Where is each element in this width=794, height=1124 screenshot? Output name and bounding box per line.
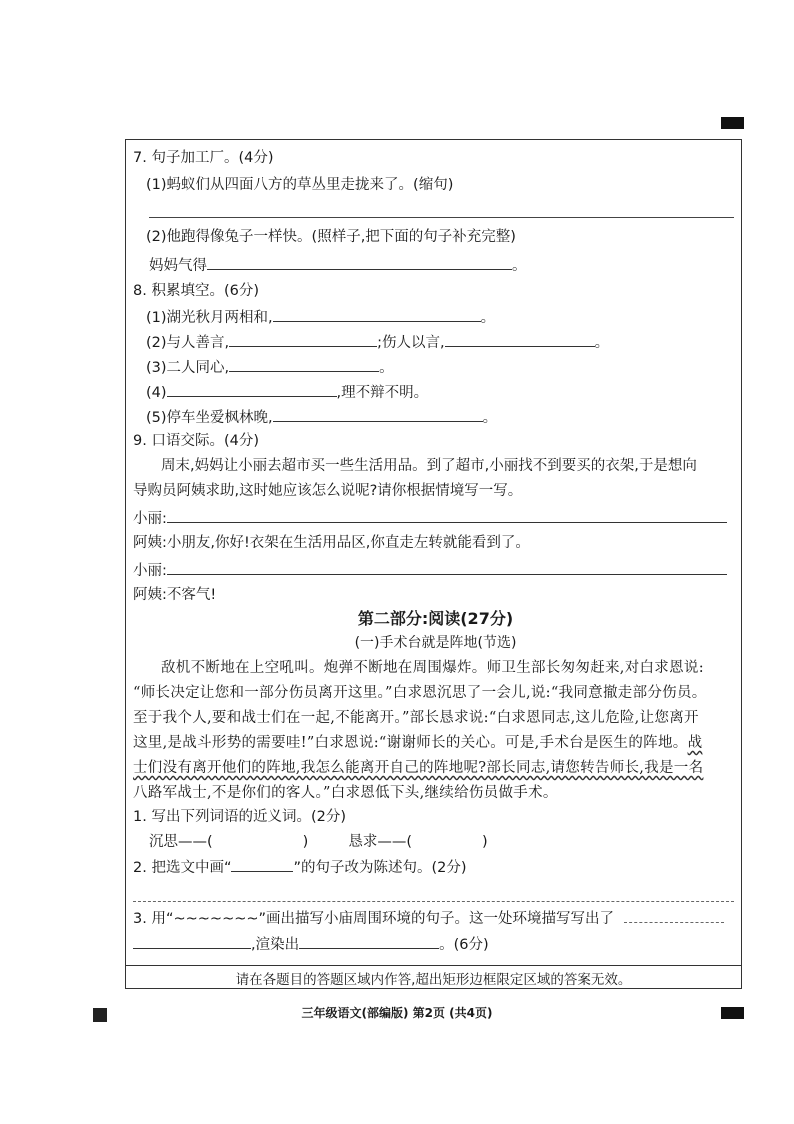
q9-dialogue-3: 小丽: [133, 559, 727, 581]
answer-blank[interactable] [207, 254, 512, 270]
q7-title: 7. 句子加工厂。(4分) [133, 150, 274, 166]
answer-blank[interactable] [229, 356, 379, 372]
answer-blank[interactable] [229, 331, 377, 347]
answer-line[interactable] [149, 217, 734, 218]
answer-blank[interactable] [167, 381, 337, 397]
separator [125, 965, 742, 966]
passage-line: 至于我个人,要和战士们在一起,不能离开。”部长恳求说:“白求恩同志,这儿危险,让您离开 [133, 710, 699, 726]
q9-scenario-line-1: 周末,妈妈让小丽去超市买一些生活用品。到了超市,小丽找不到要买的衣架,于是想向 [161, 458, 697, 474]
q8-item-1: (1)湖光秋月两相和, 。 [146, 306, 495, 328]
answer-blank[interactable] [133, 933, 251, 949]
answer-blank[interactable] [273, 306, 481, 322]
q7-item-2: (2)他跑得像兔子一样快。(照样子,把下面的句子补充完整) [146, 229, 516, 245]
answer-blank[interactable] [299, 933, 439, 949]
q8-item-3: (3)二人同心, 。 [146, 356, 394, 378]
wavy-underlined-text: 战 [687, 735, 703, 751]
answer-blank[interactable] [273, 406, 483, 422]
answer-blank[interactable] [167, 507, 727, 523]
r3-continuation: ,渲染出 。(6分) [133, 933, 489, 955]
r1-words: 沉思——( ) 恳求——( ) [149, 834, 488, 850]
r1-title: 1. 写出下列词语的近义词。(2分) [133, 809, 346, 825]
passage-line: 八路军战士,不是你们的客人。”白求恩低下头,继续给伤员做手术。 [133, 785, 558, 801]
q7-item-1: (1)蚂蚁们从四面八方的草丛里走拢来了。(缩句) [146, 177, 454, 193]
q7-item-2-fill: 妈妈气得 。 [149, 254, 527, 276]
q8-item-5: (5)停车坐爱枫林晚, 。 [146, 406, 497, 428]
page-footer: 三年级语文(部编版) 第2页 (共4页) [301, 1006, 493, 1020]
answer-line[interactable] [133, 901, 734, 902]
passage-line: 士们没有离开他们的阵地,我怎么能离开自己的阵地呢?部长同志,请您转告师长,我是一名 [133, 760, 704, 776]
passage-line: 这里,是战斗形势的需要哇!”白求恩说:“谢谢师长的关心。可是,手术台是医生的阵地。战 [133, 735, 703, 751]
answer-blank[interactable] [445, 331, 595, 347]
answer-blank[interactable] [167, 559, 727, 575]
r2-title: 2. 把选文中画“ ”的句子改为陈述句。(2分) [133, 860, 467, 876]
q9-dialogue-1: 小丽: [133, 507, 727, 529]
passage-line: 敌机不断地在上空吼叫。炮弹不断地在周围爆炸。师卫生部长匆匆赶来,对白求恩说: [161, 660, 704, 676]
passage-line: “师长决定让您和一部分伤员离开这里。”白求恩沉思了一会儿,说:“我同意撤走部分伤员。 [133, 685, 707, 701]
section-title: 第二部分:阅读(27分) [357, 609, 514, 628]
answer-area-notice: 请在各题目的答题区域内作答,超出矩形边框限定区域的答案无效。 [235, 972, 632, 988]
q8-item-2: (2)与人善言, ;伤人以言, 。 [146, 331, 609, 353]
q8-item-4: (4) ,理不辩不明。 [146, 381, 428, 403]
wavy-line-mark: ~~~~~~~ [173, 911, 259, 927]
q9-title: 9. 口语交际。(4分) [133, 433, 259, 449]
straight-line-mark [231, 863, 293, 872]
r3-title: 3. 用“~~~~~~~”画出描写小庙周围环境的句子。这一处环境描写写出了 [133, 907, 724, 929]
q9-dialogue-2: 阿姨:小朋友,你好!衣架在生活用品区,你直走左转就能看到了。 [133, 535, 530, 551]
q8-title: 8. 积累填空。(6分) [133, 283, 259, 299]
q9-dialogue-4: 阿姨:不客气! [133, 587, 217, 603]
q9-scenario-line-2: 导购员阿姨求助,这时她应该怎么说呢?请你根据情境写一写。 [133, 483, 523, 499]
passage-title: (一)手术台就是阵地(节选) [354, 635, 517, 651]
answer-blank[interactable] [624, 907, 724, 923]
registration-mark [721, 117, 744, 129]
